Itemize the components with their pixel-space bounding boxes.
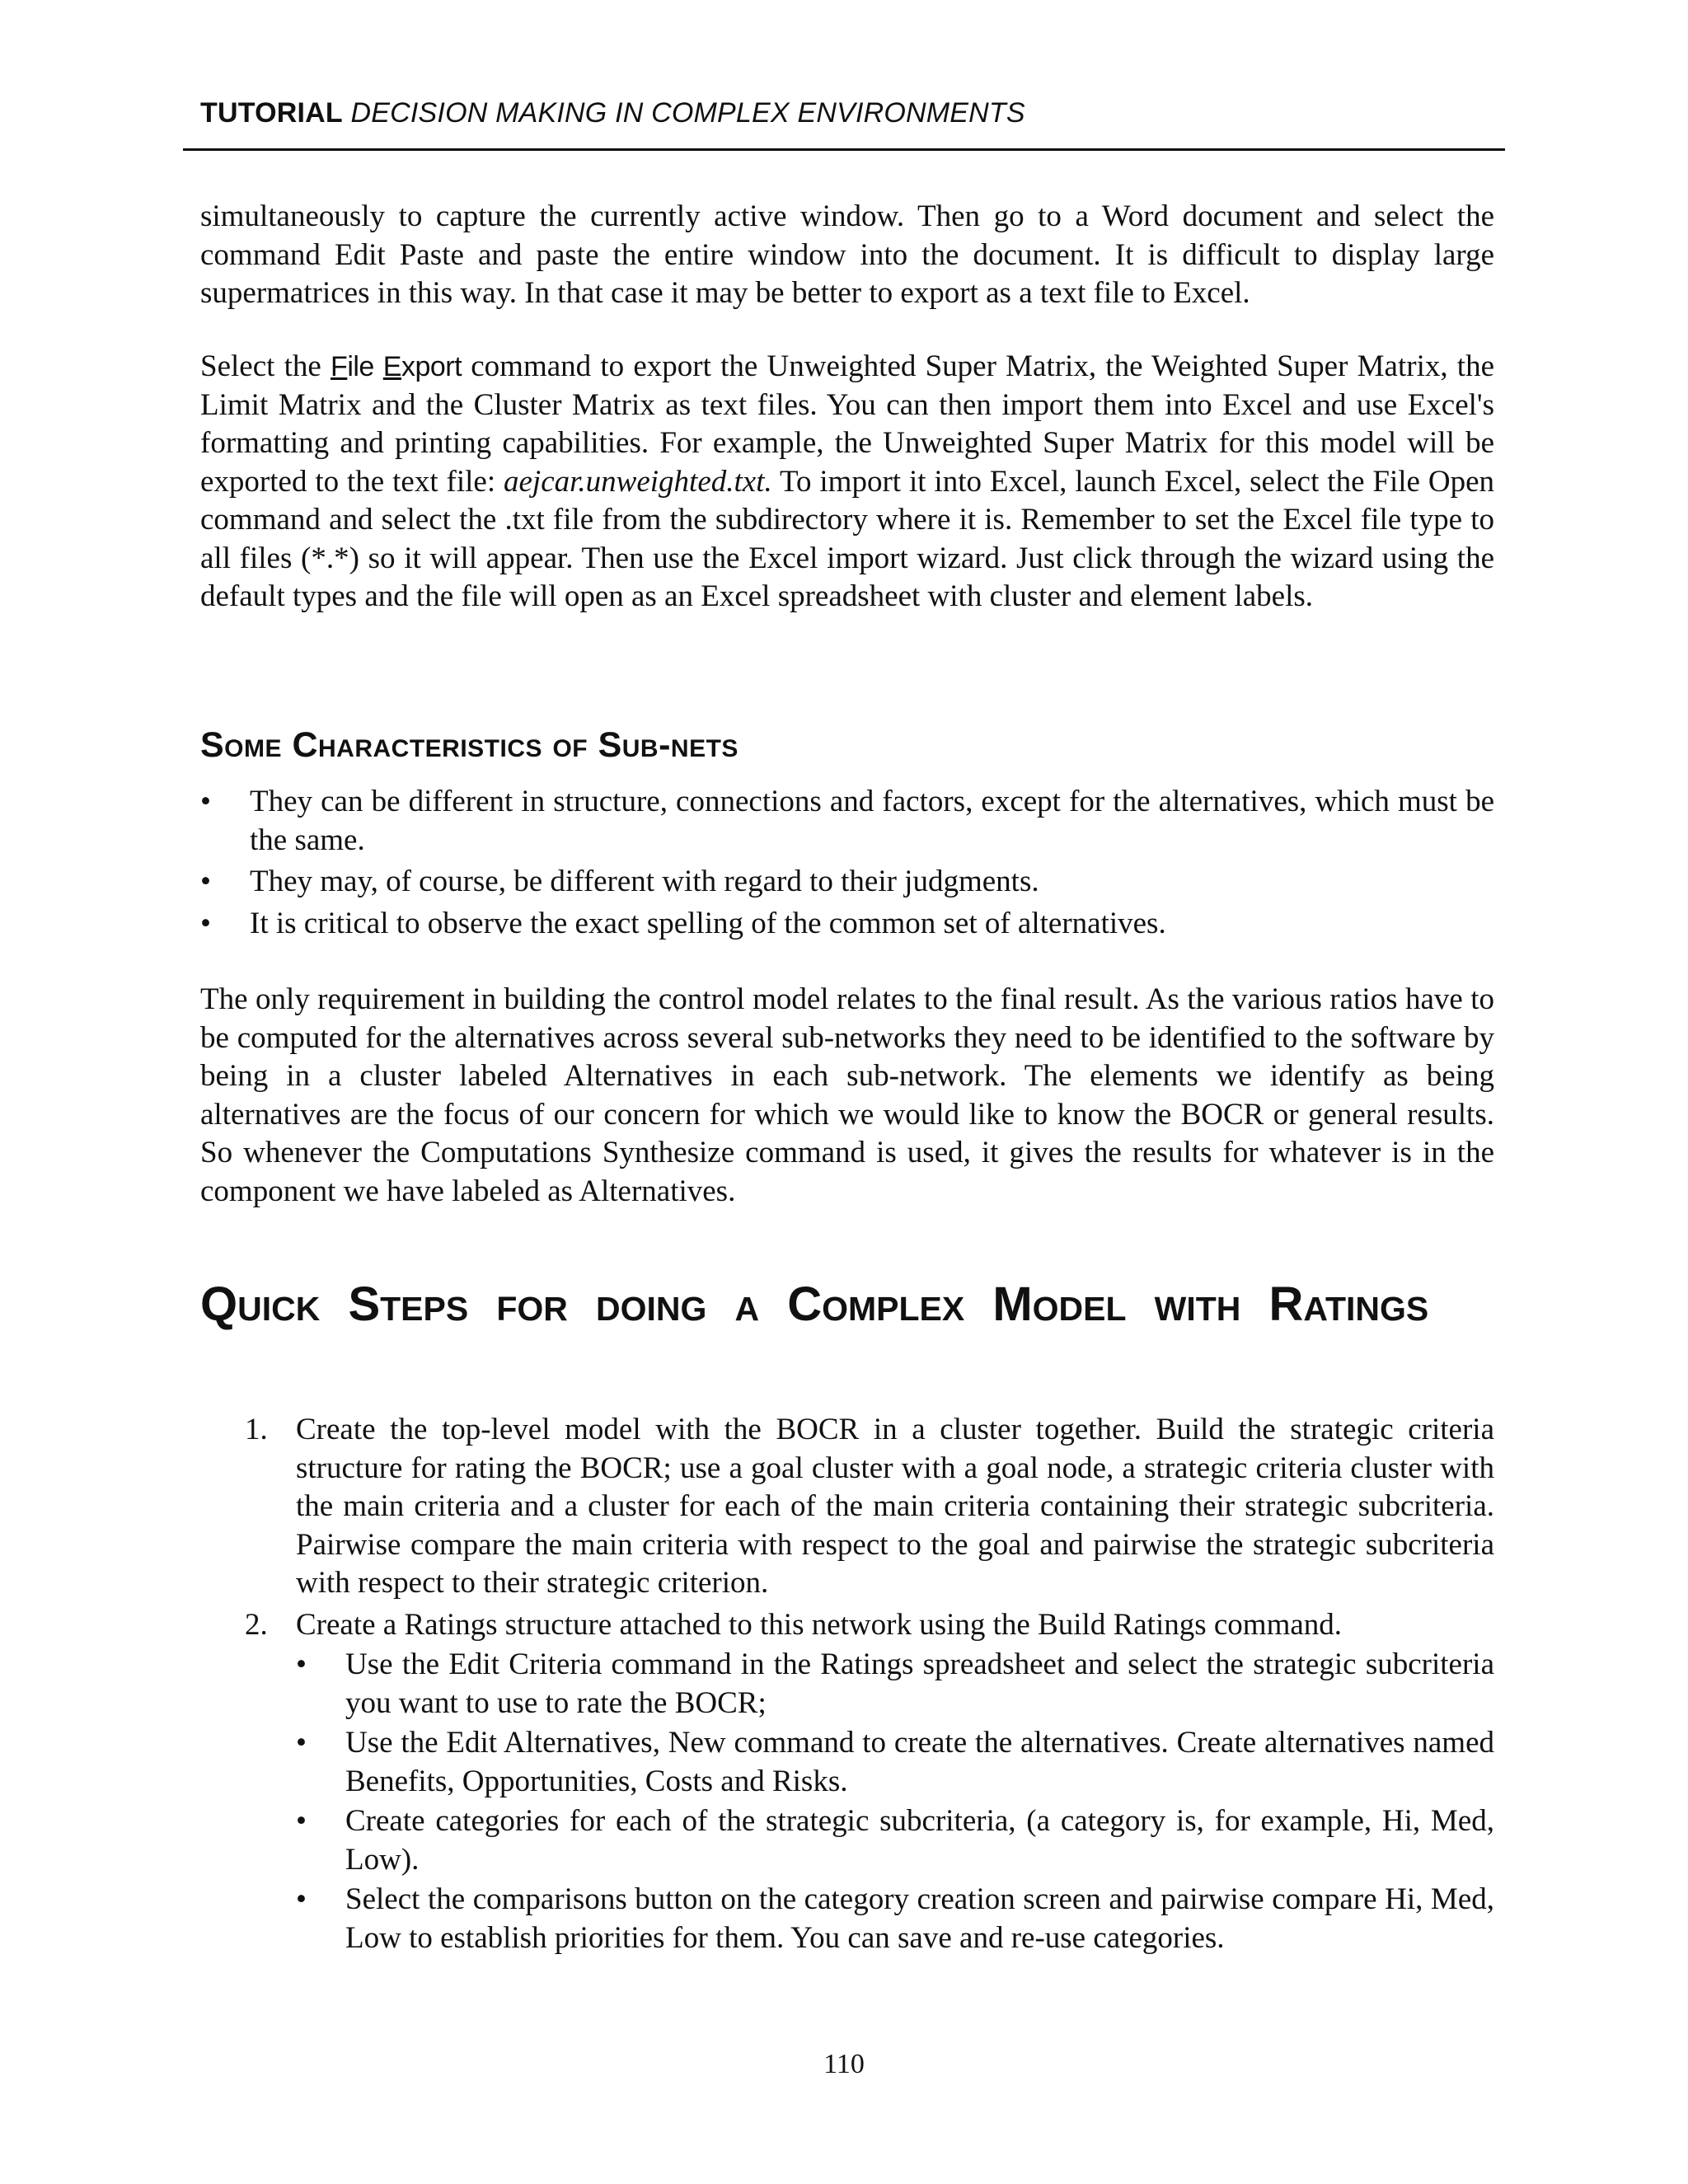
quick-steps-list-wrapper [200,1411,1494,1957]
step-text: Create a Ratings structure attached to this network using the Build Ratings command. [296,1607,1343,1642]
header-title: DECISION MAKING IN COMPLEX ENVIRONMENTS [350,97,1025,129]
paragraph-block-2 [200,348,1494,616]
text-before-command: Select the [200,349,331,383]
step-number: 2. [245,1607,268,1642]
bullet-icon: • [296,1804,307,1838]
bullet-icon: • [200,785,211,818]
step-text: Create the top-level model with the BOCR in a cluster together. Build the strategic criteria structure for rating the BOCR; use a goal cluster with a goal node, a strategic criteria cluster with the main criteria and a cluster for each of the main criteria containing their strategic subcriteria. Pairwise compare the main criteria with respect to the goal and pairwise the strategic subcriteria with respect to their strategic criterion. [296,1413,1494,1600]
sub-nets-bullet-list-wrapper [200,783,1494,946]
text-middle: command to export the Unweighted Super Matrix, the Weighted Super Matrix, the Limit Matrix and the Cluster Matrix as text files. You can then import them into Excel and use Excel's formatting and printing capabilities. For example, the Unweighted Super Matrix for this model will be exported to the text file: [200,349,1495,499]
step-item-1 [200,1411,1494,1603]
paragraph-block-3 [200,981,1494,1211]
export-filename: aejcar.unweighted.txt. [504,464,772,499]
section-quick-steps [200,1273,1494,1336]
list-item: • Select the comparisons button on the category creation screen and pairwise compare Hi, Med, Low to establish priorities for them. You can save and re-use categories. [296,1882,1494,1955]
list-item: • Use the Edit Criteria command in the Ratings spreadsheet and select the strategic subcriteria you want to use to rate the BOCR; [296,1647,1494,1720]
chapter-heading-quick-steps: Quick Steps for doing a Complex Model with Ratings [200,1277,1429,1331]
paragraph-control-model: The only requirement in building the control model relates to the final result. As the various ratios have to be computed for the alternatives across several sub-networks they need to be identified to the software by being in a cluster labeled Alternatives in each sub-network. The elements we identify as being alternatives are the focus of our concern for which we would like to know the BOCR or general results. So whenever the Computations Synthesize command is used, it gives the results for whatever is in the component we have labeled as Alternatives. [200,982,1494,1208]
quick-steps-list [200,1411,1494,1957]
bullet-icon: • [200,906,211,940]
list-item: • Create categories for each of the strategic subcriteria, (a category is, for example, Hi, Med, Low). [296,1804,1494,1877]
list-item: • Use the Edit Alternatives, New command to create the alternatives. Create alternatives named Benefits, Opportunities, Costs and Risks. [296,1726,1494,1798]
sub-nets-bullet-list [200,783,1494,943]
header-tutorial-label: TUTORIAL [200,97,343,129]
text-after-filename: To import it into Excel, launch Excel, select the File Open command and select the .txt file from the subdirectory where it is. Remember to set the Excel file type to all files (*.*) so it will appear. Then use the Excel import wizard. Just click through the wizard using the default types and the file will open as an Excel spreadsheet with cluster and element labels. [200,464,1494,613]
paragraph-file-export [200,348,1494,616]
step-2-sub-list [296,1646,1494,1957]
section-sub-nets [200,725,1494,766]
running-header [200,97,1025,129]
list-item: • It is critical to observe the exact spelling of the common set of alternatives. [200,905,1494,944]
step-number: 1. [245,1413,268,1446]
header-divider [183,148,1505,151]
paragraph-capture-window: simultaneously to capture the currently active window. Then go to a Word document and select the command Edit Paste and paste the entire window into the document. It is difficult to display large supermatrices in this way. In that case it may be better to export as a text file to Excel. [200,199,1494,310]
list-item: • They can be different in structure, connections and factors, except for the alternatives, which must be the same. [200,785,1494,857]
bullet-icon: • [296,1647,307,1681]
list-item: • They may, of course, be different with regard to their judgments. [200,863,1494,902]
section-heading-sub-nets: Some Characteristics of Sub-nets [200,725,738,765]
bullet-icon: • [200,865,211,898]
paragraph-block-1 [200,198,1494,313]
bullet-icon: • [296,1726,307,1760]
step-item-2 [200,1606,1494,1958]
bullet-icon: • [296,1882,307,1916]
page-number: 110 [823,2049,865,2079]
file-export-command: File Export [331,351,462,382]
